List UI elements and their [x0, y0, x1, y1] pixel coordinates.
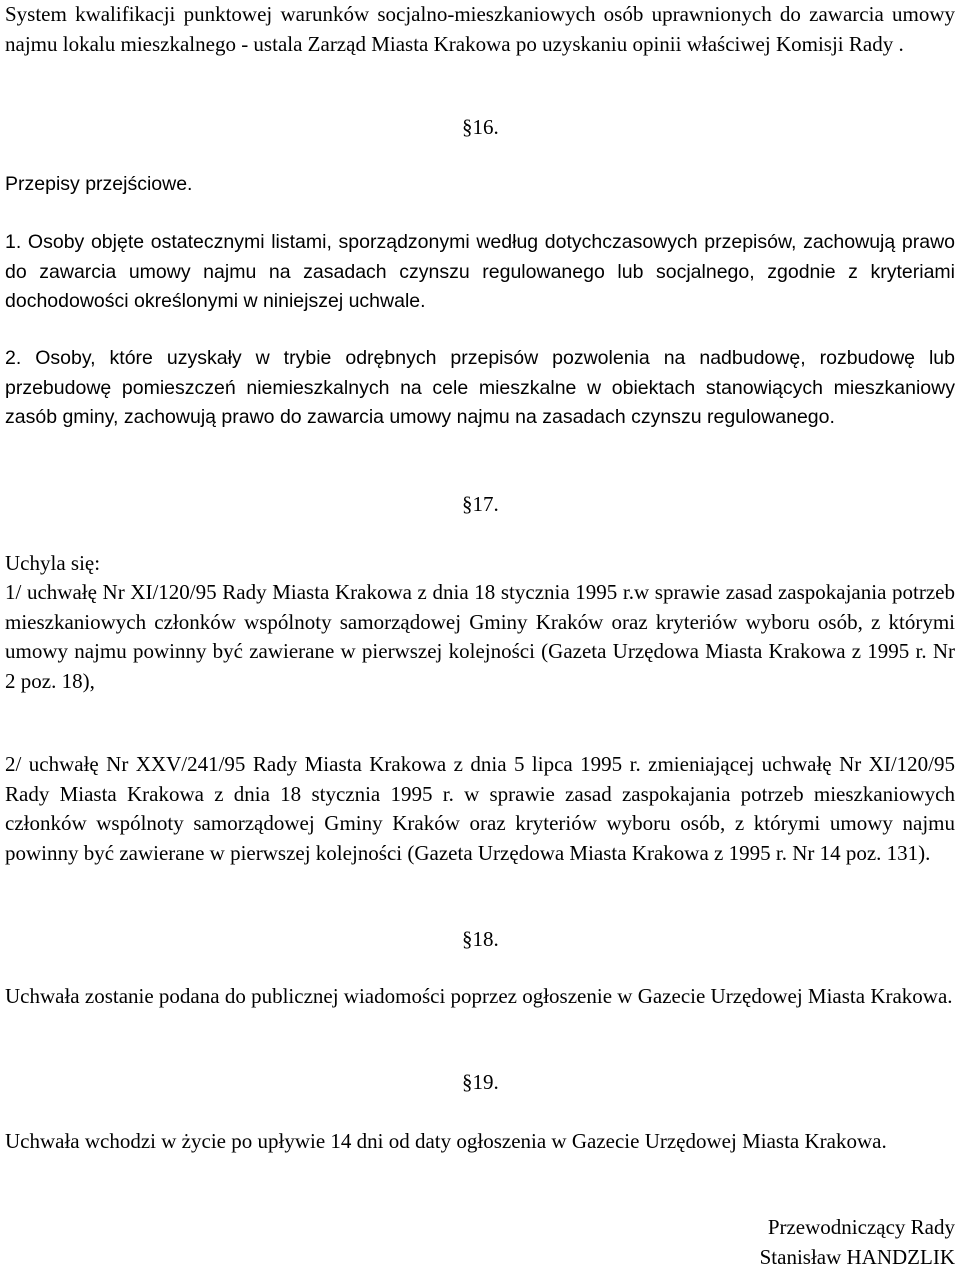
intro-paragraph: System kwalifikacji punktowej warunków socjalno-mieszkaniowych osób uprawnionych do zawarcia umowy najmu lokalu mieszkalnego - ustala Zarząd Miasta Krakowa po uzyskaniu opinii właściwej Komisji Rady . — [5, 0, 955, 59]
section-17-number: §17. — [462, 490, 499, 520]
section-17-item-1: 1/ uchwałę Nr XI/120/95 Rady Miasta Krakowa z dnia 18 stycznia 1995 r.w sprawie zasad zaspokajania potrzeb mieszkaniowych członków wspólnoty samorządowej Gminy Kraków oraz kryteriów wyboru osób, z którymi umowy najmu powinny być zawierane w pierwszej kolejności (Gazeta Urzędowa Miasta Krakowa z 1995 r. Nr 2 poz. 18), — [5, 578, 955, 696]
section-16-heading: Przepisy przejściowe. — [5, 170, 192, 200]
section-17-item-2: 2/ uchwałę Nr XXV/241/95 Rady Miasta Krakowa z dnia 5 lipca 1995 r. zmieniającej uchwałę Nr XI/120/95 Rady Miasta Krakowa z dnia 18 stycznia 1995 r. w sprawie zasad zaspokajania potrzeb mieszkaniowych członków wspólnoty samorządowej Gminy Kraków oraz kryteriów wyboru osób, z którymi umowy najmu powinny być zawierane w pierwszej kolejności (Gazeta Urzędowa Miasta Krakowa z 1995 r. Nr 14 poz. 131). — [5, 750, 955, 868]
section-17-heading: Uchyla się: — [5, 549, 100, 579]
signature-title: Przewodniczący Rady — [760, 1213, 955, 1243]
section-18-text: Uchwała zostanie podana do publicznej wiadomości poprzez ogłoszenie w Gazecie Urzędowej Miasta Krakowa. — [5, 982, 955, 1012]
section-18-number: §18. — [462, 925, 499, 955]
section-16-point-1: 1. Osoby objęte ostatecznymi listami, sporządzonymi według dotychczasowych przepisów, zachowują prawo do zawarcia umowy najmu na zasadach czynszu regulowanego lub socjalnego, zgodnie z kryteriami dochodowości określonymi w niniejszej uchwale. — [5, 228, 955, 317]
section-16-point-2: 2. Osoby, które uzyskały w trybie odrębnych przepisów pozwolenia na nadbudowę, rozbudowę lub przebudowę pomieszczeń niemieszkalnych na cele mieszkalne w obiektach stanowiących mieszkaniowy zasób gminy, zachowują prawo do zawarcia umowy najmu na zasadach czynszu regulowanego. — [5, 344, 955, 433]
signature-block — [760, 1213, 955, 1272]
section-19-text: Uchwała wchodzi w życie po upływie 14 dni od daty ogłoszenia w Gazecie Urzędowej Miasta Krakowa. — [5, 1127, 955, 1157]
section-19-number: §19. — [462, 1068, 499, 1098]
signature-name: Stanisław HANDZLIK — [760, 1243, 955, 1272]
section-16-number: §16. — [462, 113, 499, 143]
